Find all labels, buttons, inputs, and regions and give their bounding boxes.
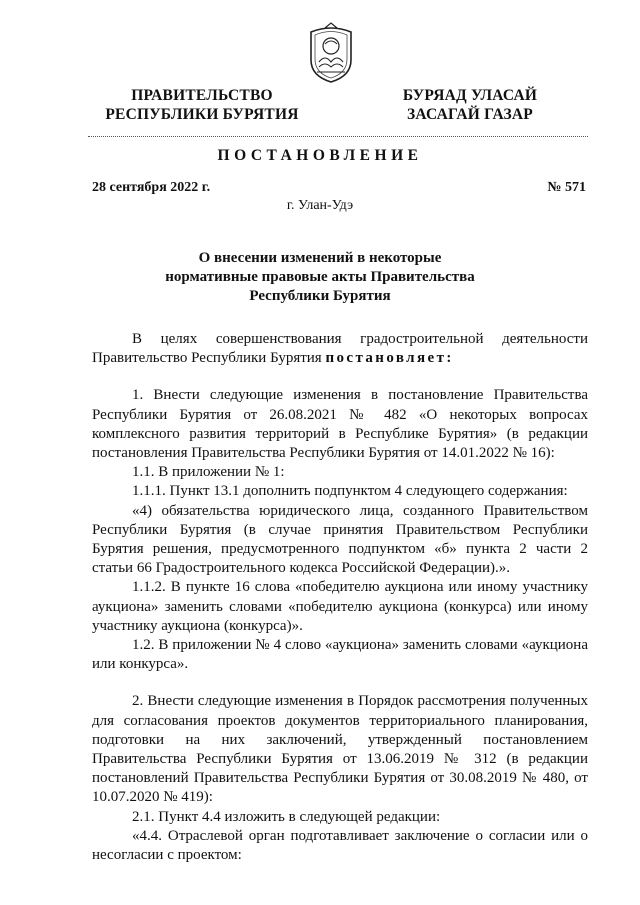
header-left-line: ПРАВИТЕЛЬСТВО <box>131 87 273 104</box>
paragraph: 1. Внести следующие изменения в постановление Правительства Республики Бурятия от 26.08.2021 № 482 «О некоторых вопросах комплексного развития территорий в Республике Бурятия» (в редакции постановления Правительства Республики Бурятия от 14.01.2022 № 16): <box>92 387 588 462</box>
header-right-line: БУРЯАД УЛАСАЙ <box>402 87 538 104</box>
header-right-line: ЗАСАГАЙ ГАЗАР <box>407 106 533 123</box>
document-title <box>0 249 640 306</box>
paragraph: 1.1.2. В пункте 16 слова «победителю аукциона или иному участнику аукциона» заменить словами «победителю аукциона (конкурса) или иному участнику аукциона (конкурса)». <box>92 579 588 634</box>
government-name-buryat <box>390 86 550 124</box>
paragraph: «4) обязательства юридического лица, созданного Правительством Республики Бурятия (в случае принятия Правительством Республики Бурятия решения, предусмотренного подпунктом «б» пункта 2 части 2 статьи 66 Градостроительного кодекса Российской Федерации).». <box>92 502 588 577</box>
document-body <box>92 330 588 865</box>
document-city: г. Улан-Удэ <box>286 198 354 213</box>
title-line: О внесении изменений в некоторые <box>198 250 442 266</box>
coat-of-arms-emblem <box>303 22 359 84</box>
document-number: № 571 <box>547 180 586 195</box>
paragraph: 1.1.1. Пункт 13.1 дополнить подпунктом 4 следующего содержания: <box>132 483 568 500</box>
document-date: 28 сентября 2022 г. <box>92 180 211 195</box>
paragraph: 1.2. В приложении № 4 слово «аукциона» заменить словами «аукциона или конкурса». <box>92 637 588 673</box>
title-line: нормативные правовые акты Правительства <box>165 269 475 285</box>
paragraph: 1.1. В приложении № 1: <box>132 464 285 481</box>
decree-word: постановляет: <box>325 350 454 367</box>
paragraph: «4.4. Отраслевой орган подготавливает заключение о согласии или о несогласии с проектом: <box>92 827 588 864</box>
paragraph: 2.1. Пункт 4.4 изложить в следующей редакции: <box>132 808 441 825</box>
document-type: ПОСТАНОВЛЕНИЕ <box>217 147 423 164</box>
government-name-russian <box>92 86 312 124</box>
preamble <box>92 330 588 368</box>
preamble-text: В целях совершенствования градостроительной деятельности Правительство Республики Бурятия <box>92 331 588 367</box>
header-left-line: РЕСПУБЛИКИ БУРЯТИЯ <box>105 106 299 123</box>
paragraph: 2. Внести следующие изменения в Порядок рассмотрения полученных для согласования проектов документов территориального планирования, подготовки на них заключений, утвержденный постановлением Правительства Республики Бурятия от 13.06.2019 № 312 (в редакции постановлений Правительства Республики Бурятия от 30.08.2019 № 480, от 10.07.2020 № 419): <box>92 693 588 806</box>
title-line: Республики Бурятия <box>249 288 391 304</box>
header-divider <box>88 136 588 137</box>
